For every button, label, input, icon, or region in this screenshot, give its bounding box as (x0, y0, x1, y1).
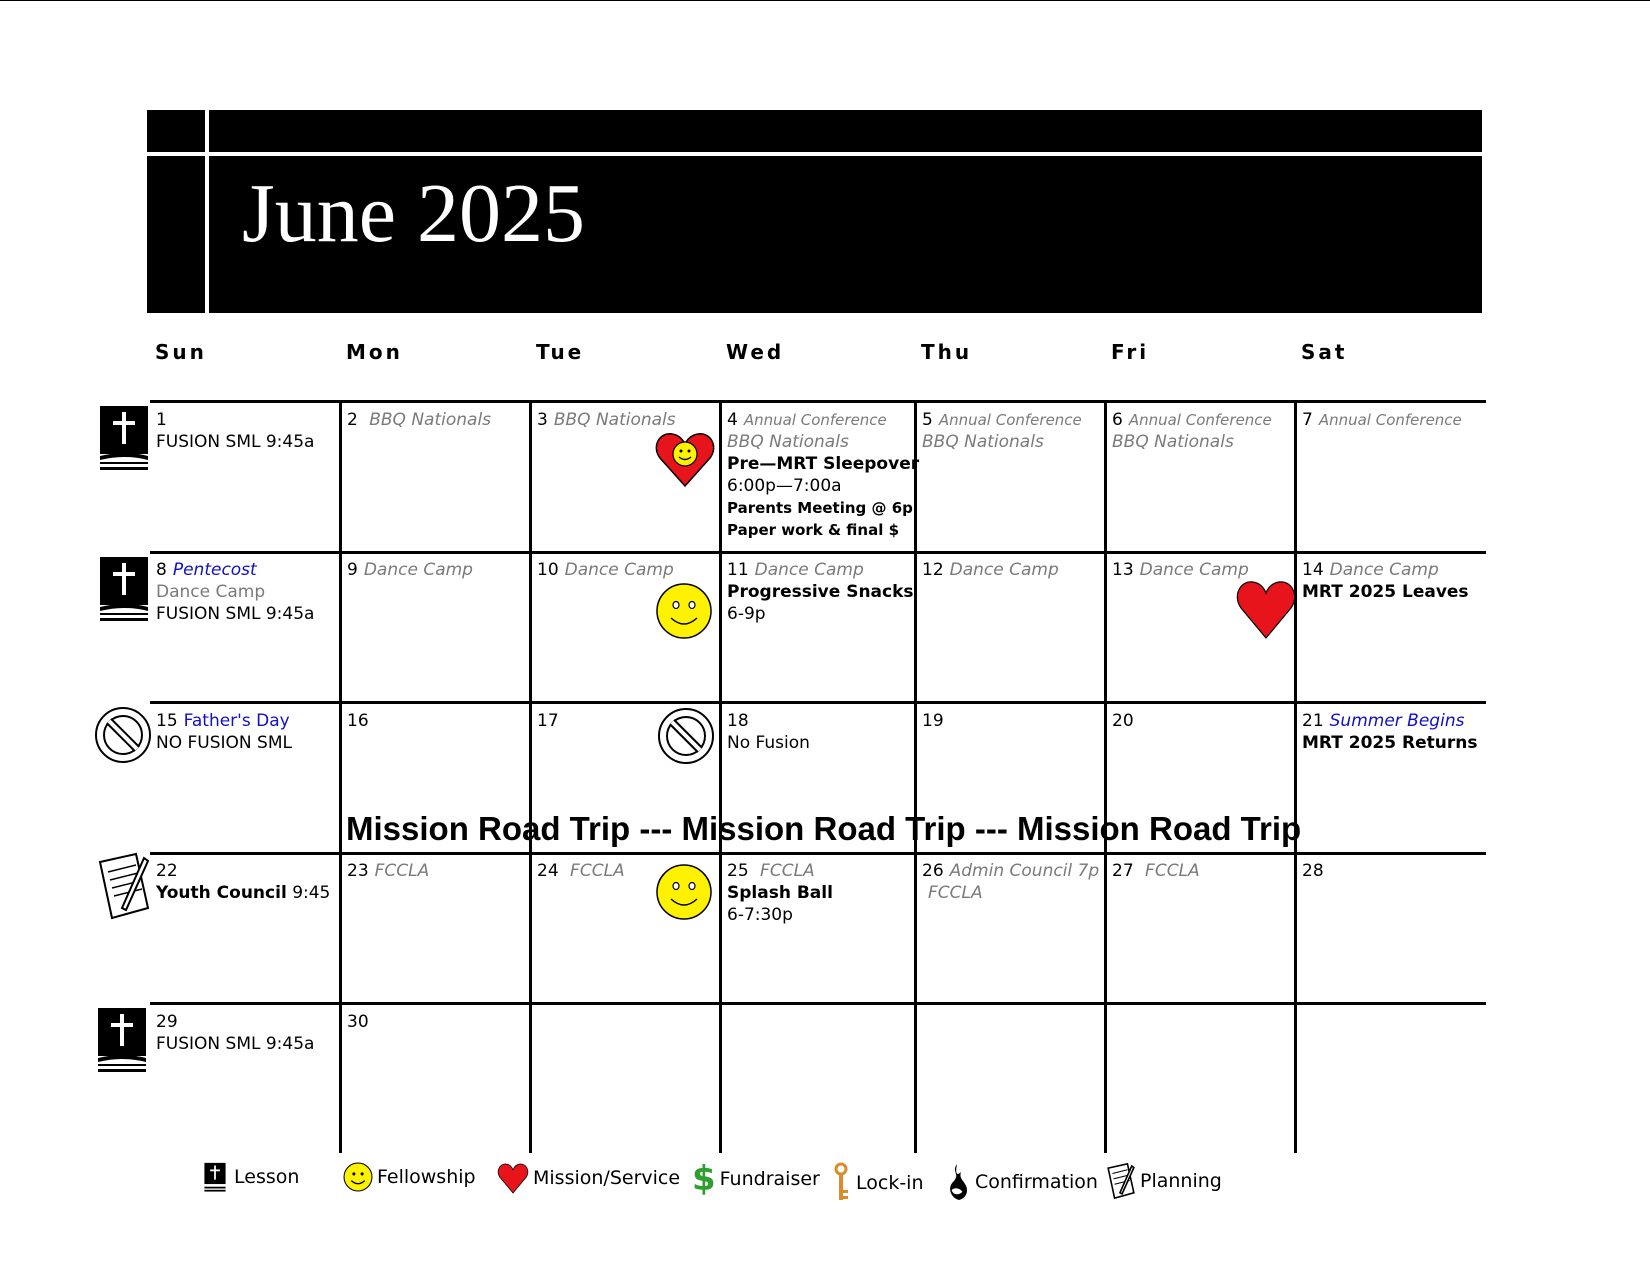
event: MRT 2025 Returns (1302, 733, 1478, 753)
day-number: 21 (1302, 711, 1324, 731)
day-cell-6[interactable] (1112, 409, 1272, 453)
day-cell-1[interactable] (156, 409, 314, 453)
dayname-tue: Tue (536, 340, 585, 364)
dayname-wed: Wed (726, 340, 785, 364)
event-time: 6-7:30p (727, 905, 793, 925)
event: Dance Camp (754, 560, 864, 580)
event: BBQ Nationals (1112, 432, 1234, 452)
event: FUSION SML 9:45a (156, 604, 315, 624)
event: MRT 2025 Leaves (1302, 582, 1469, 602)
event: FCCLA (374, 861, 430, 881)
grid-col-line (1294, 401, 1297, 1153)
grid-col-line (529, 401, 532, 1153)
event: Dance Camp (1329, 560, 1439, 580)
legend-item-planning: Planning (1106, 1162, 1222, 1200)
day-number: 18 (727, 711, 749, 731)
day-cell-2[interactable] (347, 409, 491, 431)
day-number: 23 (347, 861, 369, 881)
event: FUSION SML 9:45a (156, 432, 315, 452)
day-number: 27 (1112, 861, 1134, 881)
planning-icon (96, 852, 152, 920)
grid-row-line (150, 400, 1486, 403)
day-number: 15 (156, 711, 178, 731)
event: Progressive Snacks (727, 582, 914, 602)
grid-row-line (150, 551, 1486, 554)
mission-road-trip-banner: Mission Road Trip --- Mission Road Trip --- Mission Road Trip (346, 810, 1302, 847)
bible-icon (96, 1006, 148, 1074)
dayname-mon: Mon (346, 340, 403, 364)
day-cell-27[interactable] (1112, 860, 1200, 882)
day-number: 7 (1302, 410, 1313, 430)
day-cell-17[interactable] (537, 710, 565, 732)
grid-col-line (719, 401, 722, 1153)
day-number: 6 (1112, 410, 1123, 430)
event: Dance Camp (564, 560, 674, 580)
holiday-label: Summer Begins (1329, 711, 1465, 731)
day-cell-25[interactable] (727, 860, 833, 926)
day-number: 28 (1302, 861, 1324, 881)
day-cell-13[interactable] (1112, 559, 1249, 581)
event: Annual Conference (743, 411, 887, 429)
day-number: 12 (922, 560, 944, 580)
header-cross-horizontal (147, 152, 1482, 156)
day-cell-5[interactable] (922, 409, 1082, 453)
event: FCCLA (1145, 861, 1200, 881)
day-cell-24[interactable] (537, 860, 625, 882)
event: Annual Conference (938, 411, 1082, 429)
calendar-header (147, 110, 1482, 313)
event: FCCLA (760, 861, 815, 881)
legend-item-fellowship: Fellowship (343, 1162, 476, 1192)
legend-item-lesson: Lesson (200, 1162, 299, 1192)
smiley-icon (655, 863, 713, 921)
day-cell-29[interactable] (156, 1011, 314, 1055)
month-title: June 2025 (242, 167, 585, 260)
day-cell-7[interactable] (1302, 409, 1462, 431)
holiday-label: Pentecost (172, 560, 257, 580)
grid-col-line (1104, 401, 1107, 1153)
legend-item-mission-service: Mission/Service (497, 1162, 680, 1194)
bible-icon (98, 555, 150, 623)
event: Parents Meeting @ 6p (727, 499, 913, 517)
day-cell-4[interactable] (727, 409, 919, 541)
day-cell-8[interactable] (156, 559, 314, 625)
bible-icon (98, 404, 150, 472)
event: Dance Camp (949, 560, 1059, 580)
event: Dance Camp (1139, 560, 1249, 580)
top-border (0, 0, 1650, 1)
event: BBQ Nationals (369, 410, 492, 430)
event: FUSION SML 9:45a (156, 1034, 315, 1054)
event: FCCLA (928, 883, 983, 903)
day-cell-28[interactable] (1302, 860, 1330, 882)
event: Splash Ball (727, 883, 833, 903)
key-icon (830, 1162, 852, 1204)
event: BBQ Nationals (727, 432, 849, 452)
day-number: 5 (922, 410, 933, 430)
day-number: 1 (156, 410, 167, 430)
day-number: 26 (922, 861, 944, 881)
planning-icon (1106, 1162, 1136, 1200)
day-cell-22[interactable] (156, 860, 330, 904)
day-cell-14[interactable] (1302, 559, 1469, 603)
heart-icon (497, 1162, 529, 1194)
day-cell-21[interactable] (1302, 710, 1477, 754)
day-number: 9 (347, 560, 358, 580)
dayname-fri: Fri (1111, 340, 1150, 364)
day-cell-16[interactable] (347, 710, 375, 732)
dayname-thu: Thu (921, 340, 973, 364)
day-number: 29 (156, 1012, 178, 1032)
day-cell-20[interactable] (1112, 710, 1140, 732)
day-cell-11[interactable] (727, 559, 914, 625)
day-cell-19[interactable] (922, 710, 950, 732)
day-number: 14 (1302, 560, 1324, 580)
no-symbol-icon (93, 705, 153, 765)
event-time: 9:45 (292, 883, 331, 903)
day-number: 24 (537, 861, 559, 881)
no-symbol-icon (656, 706, 716, 766)
event: FCCLA (570, 861, 625, 881)
smiley-icon (343, 1162, 373, 1192)
day-number: 17 (537, 711, 559, 731)
day-cell-15[interactable] (156, 710, 292, 754)
event: BBQ Nationals (922, 432, 1044, 452)
day-number: 16 (347, 711, 369, 731)
legend-item-confirmation: Confirmation (943, 1162, 1098, 1202)
event: No Fusion (727, 733, 810, 753)
header-cross-vertical (205, 110, 209, 313)
event: Admin Council 7p (949, 861, 1100, 881)
day-number: 13 (1112, 560, 1134, 580)
dayname-sun: Sun (155, 340, 207, 364)
bible-icon (200, 1162, 230, 1192)
day-cell-30[interactable] (347, 1011, 375, 1033)
day-cell-3[interactable] (537, 409, 676, 431)
heart-smiley-icon (655, 430, 715, 488)
day-cell-12[interactable] (922, 559, 1059, 581)
heart-icon (1236, 578, 1296, 640)
day-number: 3 (537, 410, 548, 430)
event: Annual Conference (1128, 411, 1272, 429)
grid-col-line (339, 401, 342, 1153)
day-cell-26[interactable] (922, 860, 1099, 904)
smiley-icon (655, 582, 713, 640)
day-number: 30 (347, 1012, 369, 1032)
day-number: 2 (347, 410, 358, 430)
day-number: 20 (1112, 711, 1134, 731)
event: NO FUSION SML (156, 733, 292, 753)
day-number: 10 (537, 560, 559, 580)
event: BBQ Nationals (553, 410, 676, 430)
grid-row-line (150, 1002, 1486, 1005)
day-number: 25 (727, 861, 749, 881)
day-number: 8 (156, 560, 167, 580)
grid-row-line (150, 852, 1486, 855)
event: Dance Camp (363, 560, 473, 580)
grid-row-line (150, 701, 1486, 704)
event-note: Paper work & final $ (727, 521, 900, 539)
event: Dance Camp (156, 582, 266, 602)
day-cell-10[interactable] (537, 559, 674, 581)
dollar-icon: $ (692, 1159, 716, 1199)
event: Youth Council (156, 883, 287, 903)
legend-item-fundraiser: $ Fundraiser (692, 1159, 820, 1199)
flame-dove-icon (943, 1162, 971, 1202)
legend-item-lock-in: Lock-in (830, 1162, 924, 1204)
event: Annual Conference (1318, 411, 1462, 429)
event-time: 6:00p—7:00a (727, 476, 842, 496)
event: Pre—MRT Sleepover (727, 454, 920, 474)
day-cell-23[interactable] (347, 860, 429, 882)
day-number: 4 (727, 410, 738, 430)
day-number: 22 (156, 861, 178, 881)
day-number: 19 (922, 711, 944, 731)
event-time: 6-9p (727, 604, 766, 624)
day-cell-9[interactable] (347, 559, 473, 581)
holiday-label: Father's Day (183, 711, 290, 731)
day-number: 11 (727, 560, 749, 580)
day-cell-18[interactable] (727, 710, 810, 754)
dayname-sat: Sat (1301, 340, 1348, 364)
